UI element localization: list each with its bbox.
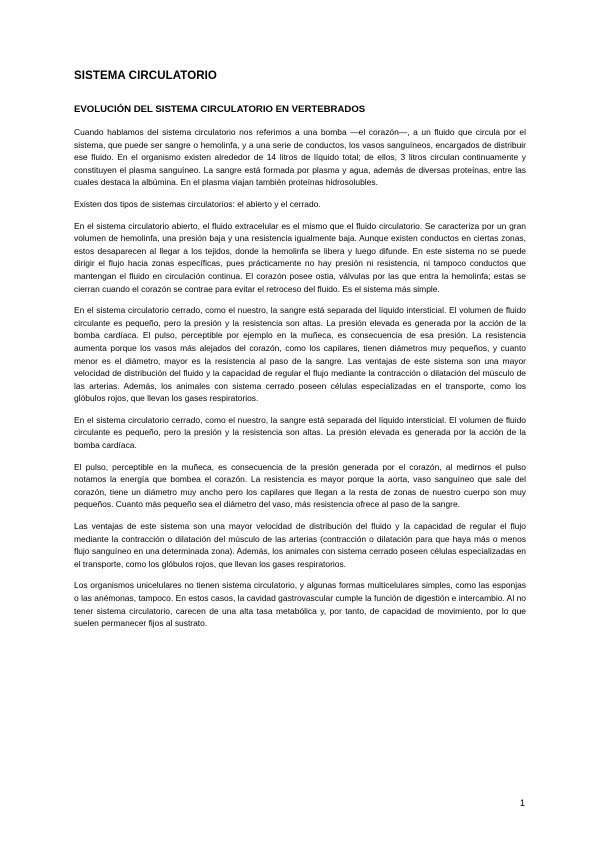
document-title: SISTEMA CIRCULATORIO xyxy=(74,70,217,82)
paragraph-closed-system: En el sistema circulatorio cerrado, como el nuestro, la sangre está separada del líquido intersticial. El volumen de fluido circulante es pequeño, pero la presión y la resistencia son altas. La presión elevada es generada por la acción de la bomba cardíaca. El pulso, perceptible por ejemplo en la muñeca, es consecuencia de esa presión. La resistencia aumenta porque los vasos más alejados del corazón, como los capilares, tienen diámetros muy pequeños, y cuanto menor es el diámetro, mayor es la resistencia al paso de la sangre. Las ventajas de este sistema son una mayor velocidad de distribución del fluido y la capacidad de regular el flujo mediante la contracción o dilatación del músculo de las arterias. Además, los animales con sistema cerrado poseen células especializadas en el transporte, como los glóbulos rojos, que llevan los gases respiratorios. xyxy=(74,305,526,404)
paragraph-types: Existen dos tipos de sistemas circulatorios: el abierto y el cerrado. xyxy=(74,198,321,209)
paragraph-unicellular: Los organismos unicelulares no tienen sistema circulatorio, y algunas formas multicelulares simples, como las esponjas o las anémonas, tampoco. En estos casos, la cavidad gastrovascular cumple la función de digestión e intercambio. Al no tener sistema circulatorio, carecen de una alta tasa metabólica y, por tanto, de capacidad de movimiento, por lo que suelen permanecer fijos al sustrato. xyxy=(74,580,526,629)
paragraph-open-system: En el sistema circulatorio abierto, el fluido extracelular es el mismo que el fluido circulatorio. Se caracteriza por un gran volumen de hemolinfa, una presión baja y una resistencia igualmente baja. Aunque existen conductos en ciertas zonas, estos desaparecen al llegar a los tejidos, donde la hemolinfa se libera y luego difunde. En este sistema no se puede dirigir el flujo hacia zonas específicas, pues prácticamente no hay presión ni resistencia, ni tampoco conductos que mantengan el fluido en circulación continua. El corazón posee ostia, válvulas por las que entra la hemolinfa; estas se cierran cuando el corazón se contrae para evitar el retroceso del fluido. Es el sistema más simple. xyxy=(74,220,526,294)
section-subtitle: EVOLUCIÓN DEL SISTEMA CIRCULATORIO EN VERTEBRADOS xyxy=(74,104,366,115)
paragraph-advantages: Las ventajas de este sistema son una mayor velocidad de distribución del fluido y la capacidad de regular el flujo mediante la contracción o dilatación del músculo de las arterias (contracción o dilatación para que haya más o menos flujo sanguíneo en una determinada zona). Además, los animales con sistema cerrado poseen células especializadas en el transporte, como los glóbulos rojos, que llevan los gases respiratorios. xyxy=(74,521,526,569)
paragraph-pulse: El pulso, perceptible en la muñeca, es consecuencia de la presión generada por el corazón, al medirnos el pulso notamos la energía que bombea el corazón. La resistencia es mayor porque la aorta, vaso sanguíneo que sale del corazón, tiene un diámetro muy ancho pero los capilares que llegan a la resta de zonas de nuestro cuerpo son muy pequeños. Cuanto más pequeño sea el diámetro del vaso, más resistencia ofrece al paso de la sangre. xyxy=(74,461,526,510)
paragraph-intro: Cuando hablamos del sistema circulatorio nos referimos a una bomba —el corazón—, a un fluido que circula por el sistema, que puede ser sangre o hemolinfa, y a una serie de conductos, los vasos sanguíneos, encargados de distribuir ese fluido. En el organismo existen alrededor de 14 litros de líquido total; de ellos, 3 litros circulan continuamente y constituyen el plasma sanguíneo. La sangre está formada por plasma y agua, además de diversas proteínas, entre las cuales destaca la albúmina. En el plasma viajan también proteínas hidrosolubles. xyxy=(74,127,526,188)
paragraph-closed-system-repeat: En el sistema circulatorio cerrado, como el nuestro, la sangre está separada del líquido intersticial. El volumen de fluido circulante es pequeño, pero la presión y la resistencia son altas. La presión elevada es generada por la acción de la bomba cardíaca. xyxy=(74,414,526,451)
document-body xyxy=(74,126,526,639)
page-number: 1 xyxy=(520,798,526,808)
